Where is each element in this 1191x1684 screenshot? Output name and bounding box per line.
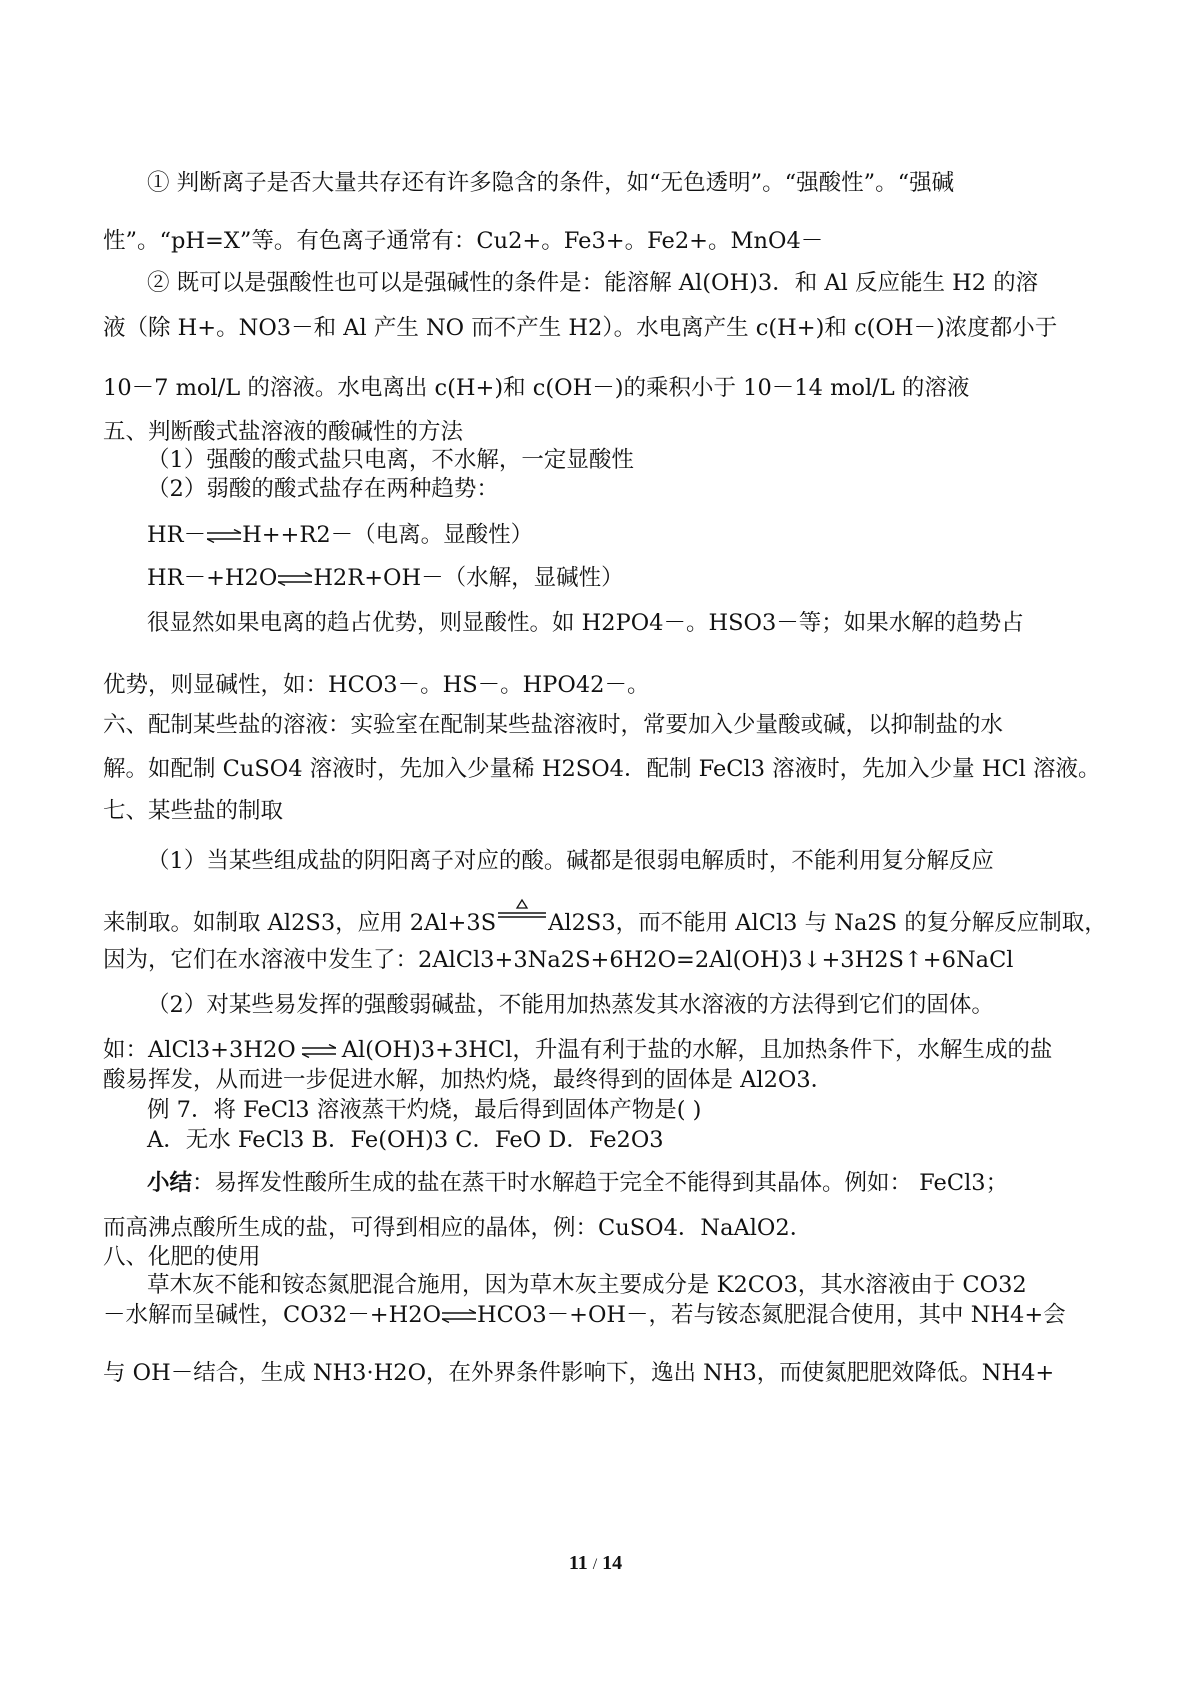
paragraph-line: 酸易挥发，从而进一步促进水解，加热灼烧，最终得到的固体是 Al2O3．	[103, 1067, 834, 1093]
total-pages: 14	[602, 1552, 623, 1574]
equation-left: HR－	[147, 522, 207, 548]
paragraph-line: 与 OH－结合，生成 NH3·H2O，在外界条件影响下，逸出 NH3，而使氮肥肥效降低。NH4+	[103, 1360, 1055, 1386]
section-heading-8: 八、化肥的使用	[103, 1244, 261, 1270]
text-segment: 来制取。如制取 Al2S3，应用 2Al+3S	[103, 910, 497, 936]
text-segment: －水解而呈碱性，CO32－+H2O	[103, 1302, 442, 1328]
section-heading-6: 六、配制某些盐的溶液：实验室在配制某些盐溶液时，常要加入少量酸或碱，以抑制盐的水	[103, 712, 1004, 738]
text-segment: Al2S3，而不能用 AlCl3 与 Na2S 的复分解反应制取，	[548, 910, 1107, 936]
paragraph-line	[103, 1300, 1066, 1330]
section-heading-5: 五、判断酸式盐溶液的酸碱性的方法	[103, 419, 464, 445]
paragraph-line: （2）对某些易发挥的强酸弱碱盐，不能用加热蒸发其水溶液的方法得到它们的固体。	[147, 992, 994, 1018]
equation-right: H++R2－（电离。显酸性）	[242, 522, 534, 548]
equation-left: HR－+H2O	[147, 565, 278, 591]
equation-ionization	[147, 520, 533, 550]
text-segment: ：易挥发性酸所生成的盐在蒸干时水解趋于完全不能得到其晶体。例如： FeCl3；	[192, 1170, 1009, 1196]
paragraph-line: （2）弱酸的酸式盐存在两种趋势：	[147, 476, 499, 502]
equilibrium-arrow-icon	[278, 572, 312, 586]
paragraph-line: 优势，则显碱性，如：HCO3－。HS－。HPO42－。	[103, 672, 650, 698]
text-segment: HCO3－+OH－，若与铵态氮肥混合使用，其中 NH4+会	[477, 1302, 1066, 1328]
text-segment: Al(OH)3+3HCl，升温有利于盐的水解，且加热条件下，水解生成的盐	[341, 1037, 1053, 1063]
paragraph-line: ② 既可以是强酸性也可以是强碱性的条件是：能溶解 Al(OH)3．和 Al 反应能生 H2 的溶	[147, 270, 1039, 296]
equation-hydrolysis	[147, 563, 624, 593]
paragraph-line: 草木灰不能和铵态氮肥混合施用，因为草木灰主要成分是 K2CO3，其水溶液由于 CO32	[147, 1272, 1027, 1298]
paragraph-line: （1）强酸的酸式盐只电离，不水解，一定显酸性	[147, 447, 634, 473]
paragraph-line	[103, 1035, 1052, 1065]
current-page: 11	[568, 1552, 588, 1574]
text-segment: 如：AlCl3+3H2O	[103, 1037, 296, 1063]
equation-right: H2R+OH－（水解，显碱性）	[313, 565, 624, 591]
paragraph-line: 而高沸点酸所生成的盐，可得到相应的晶体，例：CuSO4．NaAlO2．	[103, 1215, 813, 1241]
paragraph-line	[103, 904, 1107, 938]
example-options: A．无水 FeCl3 B．Fe(OH)3 C．FeO D．Fe2O3	[147, 1127, 664, 1153]
equilibrium-arrow-icon	[302, 1044, 336, 1058]
section-heading-7: 七、某些盐的制取	[103, 798, 284, 824]
paragraph-line: 很显然如果电离的趋占优势，则显酸性。如 H2PO4－。HSO3－等；如果水解的趋势占	[147, 610, 1024, 636]
paragraph-line: 解。如配制 CuSO4 溶液时，先加入少量稀 H2SO4．配制 FeCl3 溶液时，先加入少量 HCl 溶液。	[103, 756, 1101, 782]
summary-label: 小结	[147, 1170, 193, 1196]
page-number	[0, 1552, 1191, 1575]
summary-line	[147, 1168, 1008, 1198]
paragraph-line: ① 判断离子是否大量共存还有许多隐含的条件，如“无色透明”。“强酸性”。“强碱	[147, 170, 955, 196]
page-separator: /	[592, 1556, 598, 1573]
equilibrium-arrow-icon	[207, 529, 241, 543]
equilibrium-arrow-icon	[442, 1309, 476, 1323]
paragraph-line: 10－7 mol/L 的溶液。水电离出 c(H+)和 c(OH－)的乘积小于 10－14 mol/L 的溶液	[103, 375, 970, 401]
heating-arrow-icon	[496, 904, 548, 930]
example-question: 例 7．将 FeCl3 溶液蒸干灼烧，最后得到固体产物是( )	[147, 1097, 702, 1123]
paragraph-line: 液（除 H+。NO3－和 Al 产生 NO 而不产生 H2）。水电离产生 c(H+)和 c(OH－)浓度都小于	[103, 315, 1058, 341]
paragraph-line: 性”。“pH=X”等。有色离子通常有：Cu2+。Fe3+。Fe2+。MnO4－	[103, 228, 824, 254]
paragraph-line: （1）当某些组成盐的阴阳离子对应的酸。碱都是很弱电解质时，不能利用复分解反应	[147, 848, 994, 874]
paragraph-line: 因为，它们在水溶液中发生了：2AlCl3+3Na2S+6H2O=2Al(OH)3↓+3H2S↑+6NaCl	[103, 947, 1014, 973]
